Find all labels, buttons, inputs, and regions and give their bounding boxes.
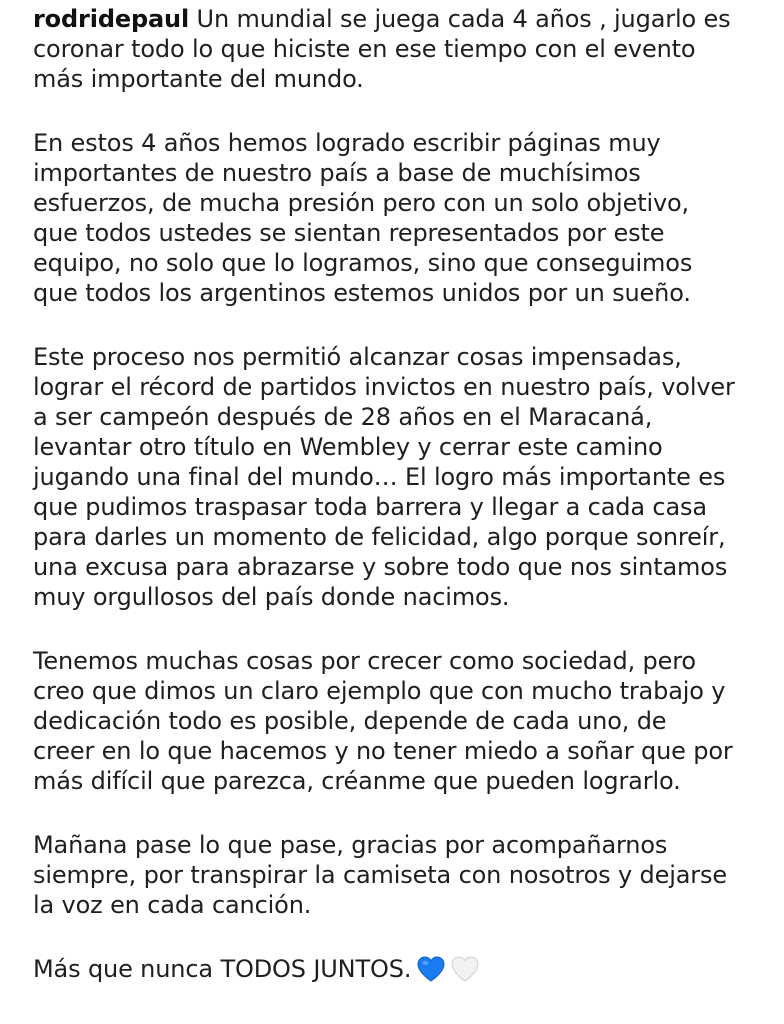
caption-line: lograr el récord de partidos invictos en nuestro país, volver (33, 373, 735, 401)
caption-line: Este proceso nos permitió alcanzar cosas impensadas, (33, 343, 682, 371)
caption-line (33, 954, 763, 984)
caption-line: que todos los argentinos estemos unidos por un sueño. (33, 279, 691, 307)
caption-line: siempre, por transpirar la camiseta con nosotros y dejarse (33, 861, 727, 889)
caption-line: la voz en cada canción. (33, 891, 312, 919)
caption-line (33, 4, 763, 34)
caption-line: muy orgullosos del país donde nacimos. (33, 583, 510, 611)
caption-line: que todos ustedes se sientan representados por este (33, 219, 665, 247)
caption-line: una excusa para abrazarse y sobre todo que nos sintamos (33, 553, 728, 581)
post-caption (33, 4, 763, 984)
closing-text: Más que nunca TODOS JUNTOS. (33, 955, 412, 983)
caption-line: que pudimos traspasar toda barrera y llegar a cada casa (33, 493, 707, 521)
caption-line: Tenemos muchas cosas por crecer como sociedad, pero (33, 647, 696, 675)
emoji-group (417, 956, 479, 982)
caption-line: creo que dimos un claro ejemplo que con mucho trabajo y (33, 677, 726, 705)
caption-line: En estos 4 años hemos logrado escribir páginas muy (33, 129, 661, 157)
caption-line: Mañana pase lo que pase, gracias por acompañarnos (33, 831, 668, 859)
caption-line: más importante del mundo. (33, 65, 364, 93)
caption-text: Un mundial se juega cada 4 años , jugarlo es (196, 5, 731, 33)
caption-line: jugando una final del mundo… El logro más importante es (33, 463, 726, 491)
caption-line: más difícil que parezca, créanme que pueden lograrlo. (33, 767, 681, 795)
caption-line: para darles un momento de felicidad, algo porque sonreír, (33, 523, 726, 551)
blue-heart-icon (417, 956, 445, 982)
caption-line: equipo, no solo que lo logramos, sino que conseguimos (33, 249, 693, 277)
white-heart-icon (451, 956, 479, 982)
caption-line: a ser campeón después de 28 años en el Maracaná, (33, 403, 653, 431)
caption-line: dedicación todo es posible, depende de cada uno, de (33, 707, 667, 735)
caption-line: coronar todo lo que hiciste en ese tiempo con el evento (33, 35, 696, 63)
caption-line: levantar otro título en Wembley y cerrar este camino (33, 433, 663, 461)
caption-line: importantes de nuestro país a base de muchísimos (33, 159, 641, 187)
username-link[interactable]: rodridepaul (33, 5, 190, 33)
caption-line: creer en lo que hacemos y no tener miedo a soñar que por (33, 737, 733, 765)
caption-line: esfuerzos, de mucha presión pero con un solo objetivo, (33, 189, 690, 217)
